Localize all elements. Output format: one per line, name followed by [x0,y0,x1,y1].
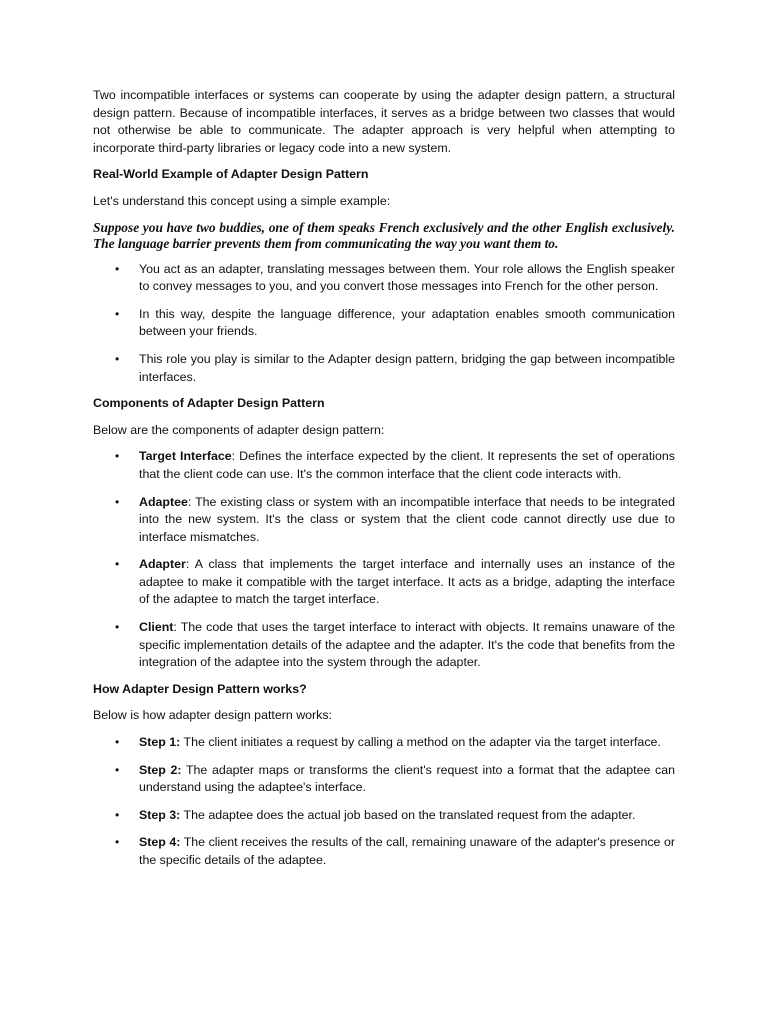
example-quote: Suppose you have two buddies, one of them speaks French exclusively and the other English exclusively. The language barrier prevents them from communicating the way you want them to. [93,219,675,252]
how-lead-text: Below is how adapter design pattern works: [93,708,332,723]
step-description: The client receives the results of the call, remaining unaware of the adapter's presence or the specific details of the adaptee. [139,835,675,867]
list-item [93,807,675,825]
component-term: Target Interface [139,449,232,464]
components-lead-text: Below are the components of adapter design pattern: [93,422,385,437]
list-item [93,556,675,609]
component-description: : A class that implements the target interface and internally uses an instance of the adaptee to make it compatible with the target interface. It acts as a bridge, adapting the interface of the adaptee to match the target interface. [139,557,675,607]
step-label: Step 1: [139,735,181,750]
step-label: Step 2: [139,762,182,777]
component-description: : Defines the interface expected by the client. It represents the set of operations that the client code can use. It's the common interface that the client code interacts with. [139,449,675,481]
bullet-icon: • [115,620,120,635]
components-bullet-list [93,448,675,672]
list-item-text: You act as an adapter, translating messages between them. Your role allows the English speaker to convey messages to you, and you convert those messages into French for the other person. [139,261,675,294]
list-item [93,619,675,672]
steps-bullet-list [93,734,675,870]
example-bullet-list [93,261,675,387]
step-label: Step 4: [139,835,181,850]
step-description: The client initiates a request by calling a method on the adapter via the target interface. [180,735,661,750]
list-item [93,834,675,869]
bullet-icon: • [115,306,120,321]
bullet-icon: • [115,449,120,464]
component-description: : The code that uses the target interface to interact with objects. It remains unaware of the specific implementation details of the adaptee and the adapter. It's the code that benefits from the integration of the adaptee into the system through the adapter. [139,620,675,670]
example-lead-text: Let's understand this concept using a simple example: [93,193,391,208]
list-item [93,494,675,547]
section-heading-how-it-works: How Adapter Design Pattern works? [93,681,307,696]
step-label: Step 3: [139,807,181,822]
bullet-icon: • [115,494,120,509]
section-heading-real-world-example: Real-World Example of Adapter Design Pattern [93,167,369,182]
list-item [93,762,675,797]
step-description: The adaptee does the actual job based on the translated request from the adapter. [180,807,636,822]
bullet-icon: • [115,762,120,777]
list-item [93,261,675,296]
bullet-icon: • [115,351,120,366]
bullet-icon: • [115,735,120,750]
bullet-icon: • [115,807,120,822]
component-term: Client [139,620,174,635]
list-item [93,351,675,386]
step-description: The adapter maps or transforms the client's request into a format that the adaptee can understand using the adaptee's interface. [139,762,676,795]
bullet-icon: • [115,557,120,572]
component-term: Adaptee [139,494,188,509]
component-term: Adapter [139,557,186,572]
document-page [93,87,675,879]
section-heading-components: Components of Adapter Design Pattern [93,396,325,411]
list-item [93,306,675,341]
list-item-text: This role you play is similar to the Adapter design pattern, bridging the gap between incompatible interfaces. [139,351,675,384]
component-description: : The existing class or system with an incompatible interface that needs to be integrated into the new system. It's the class or system that the client code cannot directly use due to interface mismatches. [139,494,675,544]
bullet-icon: • [115,261,120,276]
list-item [93,448,675,483]
list-item-text: In this way, despite the language difference, your adaptation enables smooth communication between your friends. [139,306,675,339]
list-item [93,734,675,752]
bullet-icon: • [115,835,120,850]
intro-paragraph: Two incompatible interfaces or systems can cooperate by using the adapter design pattern, a structural design pattern. Because of incompatible interfaces, it serves as a bridge between two classes that would not otherwise be able to communicate. The adapter approach is very helpful when attempting to incorporate third-party libraries or legacy code into a new system. [93,88,675,155]
